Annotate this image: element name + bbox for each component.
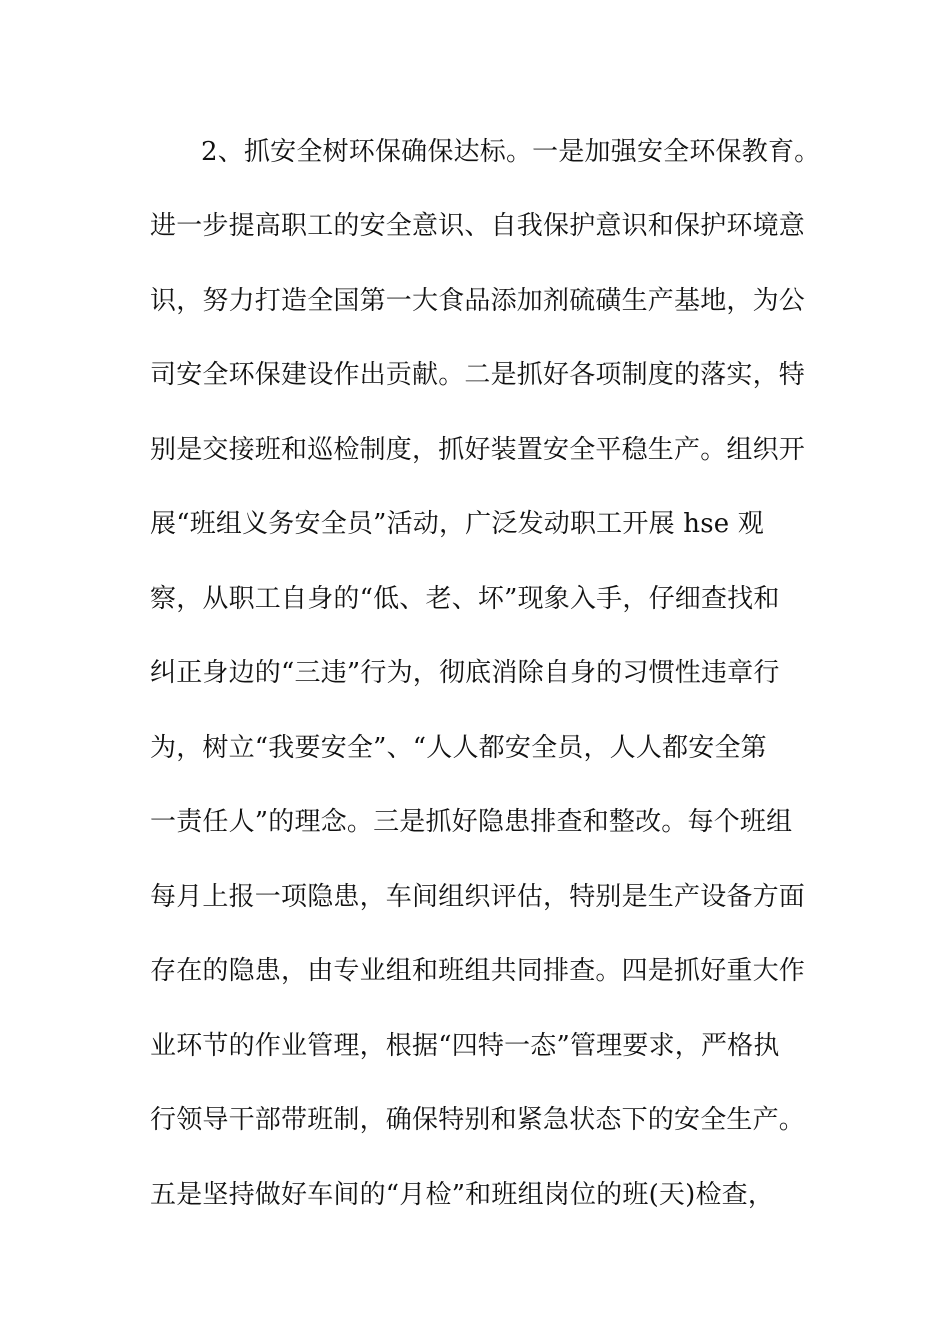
paragraph-line-9: 为，树立“我要安全”、“人人都安全员，人人都安全第 xyxy=(150,733,767,763)
paragraph-line-6: 展“班组义务安全员”活动，广泛发动职工开展 hse 观 xyxy=(150,509,764,539)
paragraph-line-13: 业环节的作业管理，根据“四特一态”管理要求，严格执 xyxy=(150,1031,780,1061)
paragraph-line-15: 五是坚持做好车间的“月检”和班组岗位的班(天)检查， xyxy=(150,1180,775,1210)
paragraph-line-12: 存在的隐患，由专业组和班组共同排查。四是抓好重大作 xyxy=(150,956,806,986)
paragraph-line-7: 察，从职工自身的“低、老、坏”现象入手，仔细查找和 xyxy=(150,584,780,614)
paragraph-line-8: 纠正身边的“三违”行为，彻底消除自身的习惯性违章行 xyxy=(150,658,780,688)
paragraph-line-11: 每月上报一项隐患，车间组织评估，特别是生产设备方面 xyxy=(150,882,806,912)
paragraph-line-10: 一责任人”的理念。三是抓好隐患排查和整改。每个班组 xyxy=(150,807,793,837)
paragraph-line-5: 别是交接班和巡检制度，抓好装置安全平稳生产。组织开 xyxy=(150,435,806,465)
paragraph-line-3: 识，努力打造全国第一大食品添加剂硫磺生产基地，为公 xyxy=(150,286,806,316)
paragraph-line-1: 2、抓安全树环保确保达标。一是加强安全环保教育。 xyxy=(201,137,821,167)
paragraph-line-4: 司安全环保建设作出贡献。二是抓好各项制度的落实，特 xyxy=(150,360,806,390)
paragraph-line-2: 进一步提高职工的安全意识、自我保护意识和保护环境意 xyxy=(150,211,806,241)
paragraph-line-14: 行领导干部带班制，确保特别和紧急状态下的安全生产。 xyxy=(150,1105,806,1135)
